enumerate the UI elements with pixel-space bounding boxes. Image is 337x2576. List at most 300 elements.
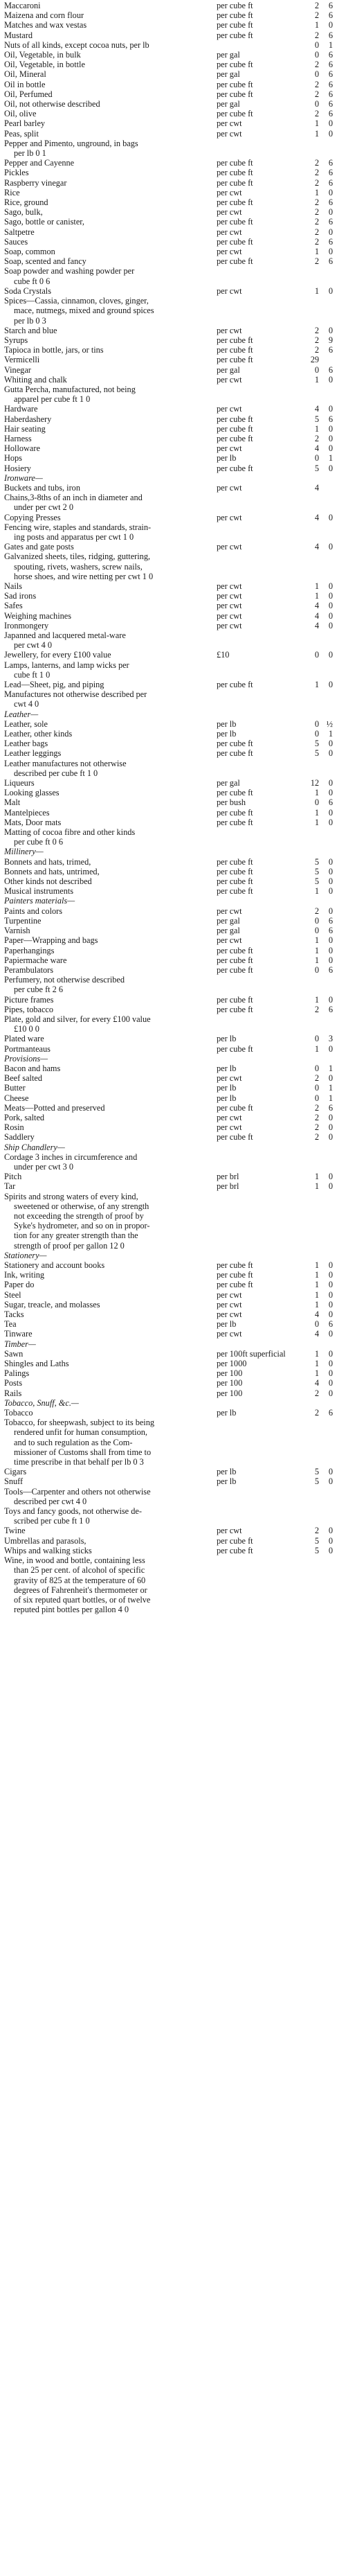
article-name: Paper do (4, 1280, 35, 1290)
pence-value: 0 (328, 581, 333, 591)
article-name: Holloware (4, 443, 40, 454)
pence-value: 0 (328, 1388, 333, 1398)
tariff-entry (4, 611, 333, 621)
tariff-entry (4, 335, 333, 345)
shillings-value: 2 (314, 345, 319, 355)
unit-label: per cube ft (217, 876, 253, 887)
shillings-value: 5 (314, 876, 319, 887)
unit-label: per cube ft (217, 168, 253, 178)
tariff-entry (4, 30, 333, 40)
pence-value: 0 (328, 1476, 333, 1487)
pence-value: 0 (328, 1535, 333, 1546)
article-name: Bonnets and hats, trimed, (4, 856, 91, 867)
shillings-value: 0 (314, 797, 319, 808)
pence-value: 0 (328, 876, 333, 887)
article-name: Picture frames (4, 994, 54, 1005)
tariff-entry (4, 759, 333, 768)
pence-value: 6 (328, 197, 333, 208)
pence-value: 0 (328, 955, 333, 965)
tariff-entry (4, 1526, 333, 1535)
shillings-value: 5 (314, 1535, 319, 1546)
unit-label: per cube ft (217, 1043, 253, 1054)
pence-value: 0 (328, 1545, 333, 1555)
tariff-entry (4, 955, 333, 965)
tariff-entry (4, 1093, 333, 1103)
shillings-value: 1 (314, 945, 319, 955)
article-name: Safes (4, 601, 23, 611)
tariff-entry (4, 778, 333, 788)
shillings-value: 1 (314, 817, 319, 827)
tariff-entry (4, 1467, 333, 1476)
shillings-value: 1 (314, 807, 319, 818)
unit-label: per cube ft (217, 10, 253, 21)
pence-value: 0 (328, 994, 333, 1005)
shillings-value: 5 (314, 739, 319, 749)
article-name: Starch and blue (4, 325, 57, 335)
tariff-entry (4, 1270, 333, 1280)
pence-value: 0 (328, 866, 333, 876)
article-name: Soda Crystals (4, 285, 51, 296)
unit-label: per cwt (217, 325, 242, 335)
unit-label: per lb (217, 1319, 237, 1330)
pence-value: 0 (328, 1260, 333, 1270)
continuation-line: per cwt 4 0 (14, 640, 52, 651)
shillings-value: 4 (314, 482, 319, 493)
tariff-entry (4, 1181, 333, 1191)
article-name: Nails (4, 581, 22, 591)
shillings-value: 4 (314, 512, 319, 522)
article-name: Umbrellas and parasols, (4, 1535, 86, 1546)
pence-value: 6 (328, 1408, 333, 1418)
pence-value: 0 (328, 1280, 333, 1290)
article-name: Plated ware (4, 1034, 44, 1044)
continuation-line: per lb 0 1 (14, 148, 46, 159)
tariff-entry (4, 926, 333, 935)
pence-value: 0 (328, 807, 333, 818)
tariff-entry (4, 542, 333, 552)
pence-value: 0 (328, 680, 333, 690)
pence-value: 6 (328, 345, 333, 355)
article-name: Maizena and corn flour (4, 10, 84, 21)
tariff-entry (4, 522, 333, 532)
tariff-entry (4, 385, 333, 394)
unit-label: per cwt (217, 620, 242, 630)
article-name: Spices—Cassia, cinnamon, cloves, ginger, (4, 296, 149, 306)
continuation-line: degrees of Fahrenheit's thermometer or (14, 1585, 147, 1595)
article-name: Tar (4, 1181, 16, 1192)
pence-value: 6 (328, 158, 333, 168)
shillings-value: 1 (314, 1299, 319, 1309)
article-name: Rosin (4, 1122, 24, 1133)
unit-label: per cube ft (217, 20, 253, 30)
pence-value: 0 (328, 1299, 333, 1309)
pence-value: 0 (328, 1309, 333, 1320)
continuation-line: described per cube ft 1 0 (14, 768, 98, 778)
article-name: Oil, Perfumed (4, 89, 53, 99)
shillings-value: 1 (314, 591, 319, 601)
continuation-line: ing posts and apparatus per cwt 1 0 (14, 531, 134, 542)
continuation-line: per cube ft 0 6 (14, 837, 64, 847)
unit-label: per cube ft (217, 60, 253, 70)
article-name: Vermicelli (4, 355, 40, 365)
tariff-entry (4, 906, 333, 916)
shillings-value: 2 (314, 236, 319, 247)
shillings-value: 1 (314, 374, 319, 385)
tariff-entry (4, 1260, 333, 1270)
tariff-entry (4, 867, 333, 876)
pence-value: 0 (328, 285, 333, 296)
unit-label: per cwt (217, 591, 242, 601)
article-name: Mustard (4, 30, 33, 40)
unit-label: per cwt (217, 935, 242, 946)
tariff-entry (4, 630, 333, 640)
article-name: Bacon and hams (4, 1063, 61, 1073)
pence-value: 0 (328, 207, 333, 218)
pence-value: 0 (328, 1122, 333, 1133)
unit-label: per lb (217, 1034, 237, 1044)
pence-value: 0 (328, 591, 333, 601)
unit-label: per cube ft (217, 955, 253, 965)
shillings-value: 1 (314, 1348, 319, 1359)
unit-label: per gal (217, 99, 240, 109)
pence-value: 0 (328, 601, 333, 611)
tariff-entry (4, 876, 333, 886)
shillings-value: 5 (314, 856, 319, 867)
tariff-list (4, 1, 333, 1614)
shillings-value: 0 (314, 718, 319, 729)
article-name: Leather bags (4, 739, 48, 749)
pence-value: 0 (328, 856, 333, 867)
shillings-value: 2 (314, 1526, 319, 1536)
article-name: Mats, Door mats (4, 817, 62, 827)
unit-label: per cube ft (217, 817, 253, 827)
continuation-line: and to such regulation as the Com- (14, 1437, 133, 1447)
tariff-entry (4, 788, 333, 797)
pence-value: 0 (328, 1043, 333, 1054)
unit-label: per cube ft (217, 30, 253, 40)
unit-label: per gal (217, 69, 240, 80)
unit-label: per cwt (217, 1122, 242, 1133)
tariff-entry (4, 1064, 333, 1073)
unit-label: per gal (217, 778, 240, 788)
shillings-value: 4 (314, 404, 319, 414)
shillings-value: 2 (314, 197, 319, 208)
article-name: Sawn (4, 1348, 24, 1359)
pence-value: 6 (328, 1102, 333, 1113)
unit-label: per cube ft (217, 807, 253, 818)
pence-value: 0 (328, 463, 333, 473)
tariff-entry (4, 995, 333, 1005)
unit-label: per cube ft (217, 177, 253, 188)
shillings-value: 1 (314, 886, 319, 897)
tariff-entry (4, 1319, 333, 1329)
article-name: Pitch (4, 1172, 22, 1182)
unit-label: per cube ft (217, 945, 253, 955)
tariff-entry (4, 188, 333, 197)
unit-label: per 100ft superficial (217, 1348, 286, 1359)
shillings-value: 2 (314, 89, 319, 99)
article-name: Malt (4, 797, 21, 808)
article-name: Sad irons (4, 591, 37, 601)
pence-value: 6 (328, 926, 333, 936)
section-heading: Provisions— (4, 1053, 48, 1064)
shillings-value: 0 (314, 1063, 319, 1073)
unit-label: per cube ft (217, 964, 253, 975)
article-name: Pickles (4, 168, 29, 178)
tariff-entry (4, 168, 333, 177)
shillings-value: 0 (314, 964, 319, 975)
tariff-entry (4, 404, 333, 414)
pence-value: 6 (328, 69, 333, 80)
unit-label: per cube ft (217, 680, 253, 690)
tariff-entry (4, 621, 333, 630)
shillings-value: 5 (314, 866, 319, 876)
article-name: Oil in bottle (4, 79, 46, 89)
tariff-entry (4, 1034, 333, 1043)
shillings-value: 1 (314, 247, 319, 257)
article-name: Leather, other kinds (4, 729, 73, 739)
unit-label: per cube ft (217, 866, 253, 876)
shillings-value: 2 (314, 433, 319, 443)
article-name: Paper—Wrapping and bags (4, 935, 98, 946)
article-name: Wine, in wood and bottle, containing less (4, 1555, 145, 1566)
unit-label: per cube ft (217, 739, 253, 749)
shillings-value: 2 (314, 1004, 319, 1014)
shillings-value: 2 (314, 60, 319, 70)
tariff-entry (4, 689, 333, 699)
pence-value: 0 (328, 247, 333, 257)
unit-label: per cwt (217, 610, 242, 621)
article-name: Syrups (4, 335, 28, 345)
tariff-entry (4, 207, 333, 217)
pence-value: 0 (328, 935, 333, 946)
unit-label: per cwt (217, 1526, 242, 1536)
article-name: Saddlery (4, 1132, 35, 1143)
shillings-value: 5 (314, 1545, 319, 1555)
shillings-value: 0 (314, 50, 319, 60)
tariff-entry (4, 1014, 333, 1024)
unit-label: per cube ft (217, 1545, 253, 1555)
article-name: Jewellery, for every £100 value (4, 650, 111, 660)
section-heading: Painters materials— (4, 896, 75, 906)
unit-label: per bush (217, 797, 246, 808)
shillings-value: 4 (314, 601, 319, 611)
pence-value: 6 (328, 50, 333, 60)
pence-value: ½ (326, 718, 333, 729)
shillings-value: 0 (314, 1093, 319, 1103)
shillings-value: 4 (314, 542, 319, 552)
unit-label: per cube ft (217, 335, 253, 345)
tariff-entry (4, 1, 333, 10)
tariff-entry (4, 158, 333, 168)
article-name: Spirits and strong waters of every kind, (4, 1191, 138, 1201)
tariff-entry (4, 256, 333, 266)
article-name: Bonnets and hats, untrimed, (4, 866, 100, 876)
shillings-value: 4 (314, 620, 319, 630)
shillings-value: 2 (314, 1132, 319, 1143)
pence-value: 6 (328, 797, 333, 808)
unit-label: per cube ft (217, 414, 253, 424)
tariff-entry (4, 1408, 333, 1418)
article-name: Tools—Carpenter and others not otherwise (4, 1486, 151, 1497)
shillings-value: 1 (314, 994, 319, 1005)
article-name: Stationery and account books (4, 1260, 105, 1270)
unit-label: per cwt (217, 906, 242, 916)
pence-value: 0 (328, 1270, 333, 1280)
tariff-entry (4, 60, 333, 69)
article-name: Cheese (4, 1093, 29, 1103)
shillings-value: 1 (314, 1181, 319, 1192)
tariff-entry (4, 827, 333, 837)
article-name: Nuts of all kinds, except cocoa nuts, per lb (4, 39, 149, 50)
article-name: Paperhangings (4, 945, 55, 955)
article-name: Weighing machines (4, 610, 72, 621)
tariff-entry (4, 296, 333, 306)
tariff-entry (4, 1359, 333, 1368)
continuation-line: £10 0 0 (14, 1024, 39, 1034)
unit-label: per cwt (217, 1073, 242, 1084)
shillings-value: 1 (314, 935, 319, 946)
unit-label: per cube ft (217, 1004, 253, 1014)
pence-value: 0 (328, 20, 333, 30)
article-name: Pepper and Pimento, unground, in bags (4, 138, 138, 148)
tariff-entry (4, 1113, 333, 1122)
tariff-entry (4, 975, 333, 985)
shillings-value: 1 (314, 1289, 319, 1300)
tariff-entry (4, 1506, 333, 1516)
tariff-entry (4, 483, 333, 493)
article-name: Peas, split (4, 128, 39, 139)
tariff-entry (4, 1073, 333, 1083)
continuation-line: mace, nutmegs, mixed and ground spices (14, 306, 154, 316)
unit-label: per cwt (217, 227, 242, 237)
pence-value: 6 (328, 1004, 333, 1014)
shillings-value: 0 (314, 364, 319, 375)
article-name: Musical instruments (4, 886, 74, 897)
section-heading: Tobacco, Snuff, &c.— (4, 1397, 79, 1408)
unit-label: per cwt (217, 247, 242, 257)
shillings-value: 5 (314, 748, 319, 759)
tariff-entry (4, 680, 333, 689)
pence-value: 0 (328, 748, 333, 759)
article-name: Chains,3-8ths of an inch in diameter and (4, 493, 143, 503)
shillings-value: 1 (314, 1280, 319, 1290)
tariff-entry (4, 886, 333, 896)
shillings-value: 2 (314, 906, 319, 916)
continuation-line: per lb 0 3 (14, 315, 46, 326)
unit-label: per cube ft (217, 1280, 253, 1290)
shillings-value: 4 (314, 1329, 319, 1339)
pence-value: 0 (328, 886, 333, 897)
pence-value: 1 (328, 39, 333, 50)
shillings-value: 5 (314, 463, 319, 473)
shillings-value: 2 (314, 1073, 319, 1084)
tariff-entry (4, 69, 333, 79)
pence-value: 9 (328, 335, 333, 345)
unit-label: per cwt (217, 601, 242, 611)
pence-value: 6 (328, 168, 333, 178)
tariff-entry (4, 1546, 333, 1555)
article-name: Ironmongery (4, 620, 49, 630)
unit-label: per cwt (217, 187, 242, 197)
tariff-entry (4, 748, 333, 758)
tariff-entry (4, 99, 333, 109)
article-name: Whips and walking sticks (4, 1545, 92, 1555)
continuation-line: cube ft 0 6 (14, 276, 51, 286)
pence-value: 6 (328, 30, 333, 40)
shillings-value: 1 (314, 118, 319, 129)
shillings-value: 2 (314, 1112, 319, 1122)
article-name: Maccaroni (4, 1, 41, 10)
tariff-entry (4, 1005, 333, 1014)
pence-value: 0 (328, 512, 333, 522)
tariff-entry (4, 1192, 333, 1201)
continuation-line: scribed per cube ft 1 0 (14, 1516, 90, 1526)
pence-value: 0 (328, 1467, 333, 1477)
article-name: Raspberry vinegar (4, 177, 67, 188)
unit-label: per lb (217, 729, 237, 739)
article-name: Ink, writing (4, 1270, 45, 1280)
shillings-value: 0 (314, 99, 319, 109)
unit-label: per cwt (217, 1309, 242, 1320)
article-name: Pipes, tobacco (4, 1004, 54, 1014)
article-name: Matches and wax vestas (4, 20, 87, 30)
shillings-value: 0 (314, 650, 319, 660)
tariff-entry (4, 719, 333, 729)
tariff-entry (4, 1349, 333, 1359)
shillings-value: 1 (314, 423, 319, 434)
article-name: Hardware (4, 404, 38, 414)
article-name: Liqueurs (4, 778, 35, 788)
unit-label: per lb (217, 718, 237, 729)
unit-label: per cwt (217, 374, 242, 385)
article-name: Leather leggings (4, 748, 62, 759)
article-name: Oil, not otherwise described (4, 99, 100, 109)
section-heading: Leather— (4, 709, 39, 719)
pence-value: 0 (328, 650, 333, 660)
shillings-value: 4 (314, 1309, 319, 1320)
pence-value: 6 (328, 414, 333, 424)
article-name: Oil, Mineral (4, 69, 46, 80)
article-name: Sago, bottle or canister, (4, 217, 84, 227)
continuation-line: apparel per cube ft 1 0 (14, 394, 91, 405)
article-name: Beef salted (4, 1073, 42, 1084)
unit-label: per 1000 (217, 1359, 247, 1369)
pence-value: 0 (328, 1172, 333, 1182)
tariff-entry (4, 493, 333, 502)
unit-label: per cube ft (217, 748, 253, 759)
tariff-entry (4, 1555, 333, 1565)
article-name: Gates and gate posts (4, 542, 74, 552)
article-name: Sugar, treacle, and molasses (4, 1299, 100, 1309)
unit-label: per cube ft (217, 355, 253, 365)
tariff-entry (4, 237, 333, 247)
shillings-value: 0 (314, 729, 319, 739)
shillings-value: 1 (314, 285, 319, 296)
article-name: Oil, Vegetable, in bulk (4, 50, 81, 60)
shillings-value: 2 (314, 158, 319, 168)
tariff-entry (4, 375, 333, 385)
shillings-value: 12 (310, 778, 319, 788)
section-heading: Millinery— (4, 847, 44, 857)
shillings-value: 2 (314, 10, 319, 21)
article-name: Cigars (4, 1467, 27, 1477)
article-name: Lamps, lanterns, and lamp wicks per (4, 660, 129, 670)
tariff-entry (4, 345, 333, 355)
shillings-value: 0 (314, 453, 319, 464)
shillings-value: 2 (314, 207, 319, 218)
unit-label: per cube ft (217, 1535, 253, 1546)
